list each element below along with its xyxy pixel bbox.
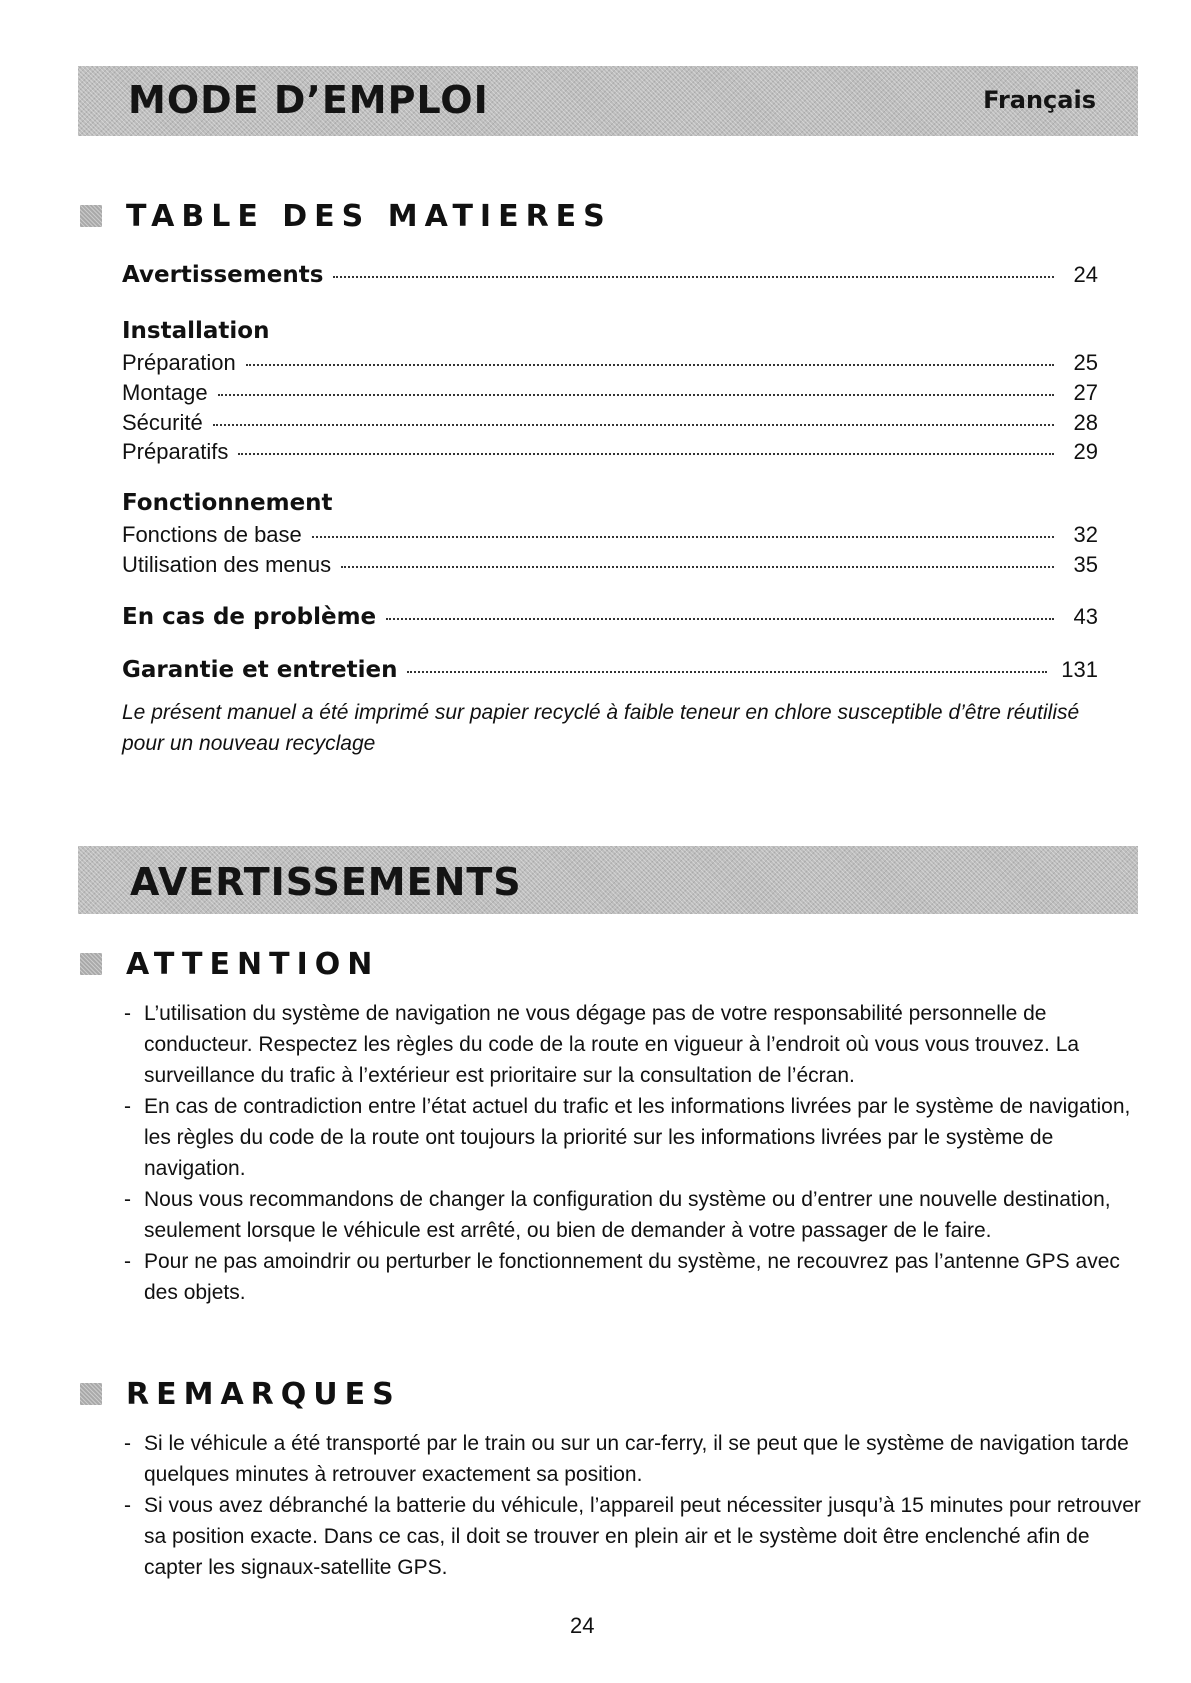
toc-entry-preparation[interactable]: Préparation 25 xyxy=(122,350,1098,375)
dot-leader xyxy=(246,364,1054,366)
recycling-note: Le présent manuel a été imprimé sur papier recyclé à faible teneur en chlore susceptible d’être réutilisé pour un nouveau recyclage xyxy=(122,701,1080,755)
toc-heading: TABLE DES MATIERES xyxy=(80,196,612,236)
remarques-heading: REMARQUES xyxy=(80,1374,401,1414)
dot-leader xyxy=(407,671,1047,673)
attention-list xyxy=(122,998,1142,1308)
list-item: - Pour ne pas amoindrir ou perturber le fonctionnement du système, ne recouvrez pas l’antenne GPS avec des objets. xyxy=(122,1246,1142,1308)
dot-leader xyxy=(341,566,1054,568)
toc-entry-preparatifs[interactable]: Préparatifs 29 xyxy=(122,439,1098,464)
toc-entry-avertissements[interactable]: Avertissements 24 xyxy=(122,262,1098,288)
toc-entry-utilisation-des-menus[interactable]: Utilisation des menus 35 xyxy=(122,552,1098,577)
dot-leader xyxy=(213,424,1054,426)
toc-entry-fonctions-de-base[interactable]: Fonctions de base 32 xyxy=(122,522,1098,547)
dot-leader xyxy=(218,394,1054,396)
dot-leader xyxy=(312,536,1054,538)
square-bullet-icon xyxy=(80,1383,102,1405)
square-bullet-icon xyxy=(80,953,102,975)
toc-entry-securite[interactable]: Sécurité 28 xyxy=(122,410,1098,435)
list-item: - Si le véhicule a été transporté par le train ou sur un car-ferry, il se peut que le système de navigation tarde quelques minutes à retrouver exactement sa position. xyxy=(122,1428,1142,1490)
avertissements-banner xyxy=(78,846,1138,914)
square-bullet-icon xyxy=(80,205,102,227)
manual-title: MODE D’EMPLOI xyxy=(128,78,489,122)
attention-heading: ATTENTION xyxy=(80,944,379,984)
page-number: 24 xyxy=(570,1613,595,1638)
toc-entry-probleme[interactable]: En cas de problème 43 xyxy=(122,604,1098,630)
dot-leader xyxy=(386,618,1054,620)
toc-entry-montage[interactable]: Montage 27 xyxy=(122,380,1098,405)
remarques-list xyxy=(122,1428,1142,1583)
list-item: - L’utilisation du système de navigation ne vous dégage pas de votre responsabilité personnelle de conducteur. Respectez les règles du code de la route en vigueur à l’endroit où vous vous trouvez. La surveillance du trafic à l’extérieur est prioritaire sur la consultation de l’écran. xyxy=(122,998,1142,1091)
avertissements-title: AVERTISSEMENTS xyxy=(130,860,522,904)
toc-section-installation: Installation xyxy=(122,318,270,344)
language-label: Français xyxy=(983,86,1096,114)
toc-section-fonctionnement: Fonctionnement xyxy=(122,490,333,516)
dot-leader xyxy=(238,453,1054,455)
list-item: - Si vous avez débranché la batterie du véhicule, l’appareil peut nécessiter jusqu’à 15 minutes pour retrouver sa position exacte. Dans ce cas, il doit se trouver en plein air et le système doit être enclenché afin de capter les signaux-satellite GPS. xyxy=(122,1490,1142,1583)
list-item: - En cas de contradiction entre l’état actuel du trafic et les informations livrées par le système de navigation, les règles du code de la route ont toujours la priorité sur les informations livrées par le système de navigation. xyxy=(122,1091,1142,1184)
list-item: - Nous vous recommandons de changer la configuration du système ou d’entrer une nouvelle destination, seulement lorsque le véhicule est arrêté, ou bien de demander à votre passager de le faire. xyxy=(122,1184,1142,1246)
toc-entry-garantie[interactable]: Garantie et entretien 131 xyxy=(122,657,1098,683)
header-banner xyxy=(78,66,1138,136)
dot-leader xyxy=(333,276,1054,278)
